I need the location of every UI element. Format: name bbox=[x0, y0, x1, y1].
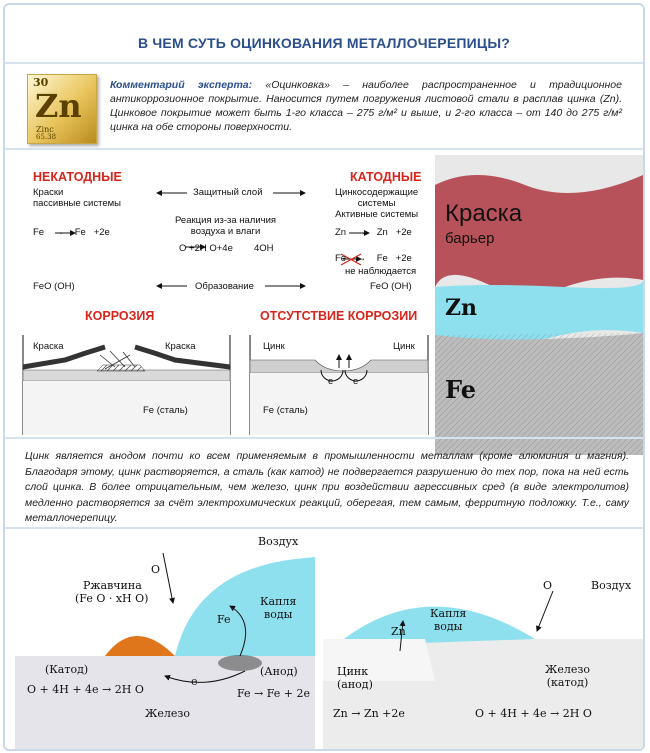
air-label-right: Воздух bbox=[591, 579, 632, 592]
layer-barrier-label: барьер bbox=[445, 230, 495, 247]
anode-label: (Анод) bbox=[260, 665, 298, 678]
rust-label: Ржавчина bbox=[83, 579, 142, 592]
feo-right: FeO (OH) bbox=[370, 281, 412, 292]
cathodic-subtitle: Цинкосодержащие системы Активные системы bbox=[335, 187, 419, 220]
element-symbol: Zn bbox=[35, 87, 82, 125]
paint-label-left: Краска bbox=[33, 341, 64, 352]
non-cathodic-heading: НЕКАТОДНЫЕ bbox=[33, 170, 122, 184]
feo-left: FeO (OH) bbox=[33, 281, 75, 292]
reaction-equation: O +2H O+4e 4OH bbox=[179, 243, 274, 254]
oxygen-label-right: O bbox=[543, 579, 553, 592]
corrosion-heading: КОРРОЗИЯ bbox=[85, 309, 155, 323]
divider bbox=[5, 148, 643, 150]
divider bbox=[5, 527, 643, 529]
zinc-label-left: Цинк bbox=[263, 341, 285, 352]
zinc-equation: Zn → Zn +2e bbox=[333, 707, 405, 720]
page-title: В ЧЕМ СУТЬ ОЦИНКОВАНИЯ МЕТАЛЛОЧЕРЕПИЦЫ? bbox=[138, 35, 510, 51]
not-observed-label: не наблюдается bbox=[345, 266, 417, 277]
ferrous-ion-label: Fe bbox=[217, 613, 231, 626]
zinc-anode-paragraph: Цинк является анодом почти ко всем применяемым в промышленности металлам (кроме алюминия и магния). Благодаря этому, цинк растворяется, а сталь (как катод) не подвергается разрушению до тех пор, пока на ней есть слой цинка. В более отрицательным, чем железо, цинк при воздействии агрессивных сред (в виде электролитов) медленно растворяется за счёт электрохимических реакций, оберегая, тем самым, ферритную подложку. Т.е., саму металлочерепицу. bbox=[25, 450, 629, 525]
paint-label-right: Краска bbox=[165, 341, 196, 352]
reaction-label: Реакция из-за наличия воздуха и влаги bbox=[175, 215, 277, 237]
non-cathodic-subtitle: Краски пассивные системы bbox=[33, 187, 121, 209]
zinc-oxidation-equation: Zn → Zn +2e bbox=[335, 227, 412, 238]
electron-left: e bbox=[328, 376, 334, 387]
divider bbox=[5, 62, 643, 64]
no-corrosion-heading: ОТСУТСТВИЕ КОРРОЗИИ bbox=[260, 309, 418, 323]
cathodic-heading: КАТОДНЫЕ bbox=[350, 170, 422, 184]
layer-paint-label: Краска bbox=[445, 200, 523, 227]
iron-equation-crossed: Fe → Fe +2e bbox=[335, 253, 412, 264]
infographic-frame bbox=[3, 3, 645, 751]
steel-label-left: Fe (сталь) bbox=[143, 405, 188, 416]
expert-label: Комментарий эксперта: bbox=[110, 79, 253, 91]
steel-label-right: Fe (сталь) bbox=[263, 405, 308, 416]
iron-label-left: Железо bbox=[145, 707, 190, 720]
electron-right: e bbox=[353, 376, 359, 387]
expert-comment bbox=[110, 78, 622, 134]
anode-equation: Fe → Fe + 2e bbox=[237, 687, 311, 700]
cathode-label: (Катод) bbox=[45, 663, 89, 676]
oxygen-label-left: O bbox=[151, 563, 161, 576]
layer-zinc-label: Zn bbox=[445, 295, 478, 321]
zinc-label-right: Цинк bbox=[393, 341, 415, 352]
iron-cathode-label: Железо (катод) bbox=[545, 663, 590, 689]
air-label-left: Воздух bbox=[258, 535, 299, 548]
zinc-anode-label: Цинк (анод) bbox=[337, 665, 373, 691]
iron-oxidation-equation: Fe → Fe +2e bbox=[33, 227, 110, 238]
element-number: 30 bbox=[33, 76, 49, 89]
zinc-element-tile bbox=[27, 74, 97, 144]
water-drop-label-right: Капля воды bbox=[430, 607, 467, 633]
electron-label: e bbox=[191, 675, 198, 688]
cathode-equation-right: O + 4H + 4e → 2H O bbox=[475, 707, 592, 720]
water-drop-label-left: Капля воды bbox=[260, 595, 297, 621]
protective-layer-label: Защитный слой bbox=[193, 187, 263, 198]
zinc-ion-label: Zn bbox=[391, 625, 406, 638]
divider bbox=[5, 437, 643, 439]
element-name: Zinc bbox=[36, 125, 54, 134]
cathode-equation: O + 4H + 4e → 2H O bbox=[27, 683, 144, 696]
rust-formula: (Fe O · xH O) bbox=[75, 592, 149, 605]
layer-iron-label: Fe bbox=[445, 375, 476, 404]
element-mass: 65.38 bbox=[36, 133, 57, 141]
expert-text: «Оцинковка» – наиболее распространенное и традиционное антикоррозионное покрытие. Наносится путем погружения листовой стали в расплав цинка (Zn). Цинковое покрытие может быть 1-го класса – 275 г/м² и выше, и 2-го класса – от 140 до 275 г/м² цинка на обе стороны поверхности. bbox=[110, 79, 622, 133]
formation-label: Образование bbox=[195, 281, 254, 292]
